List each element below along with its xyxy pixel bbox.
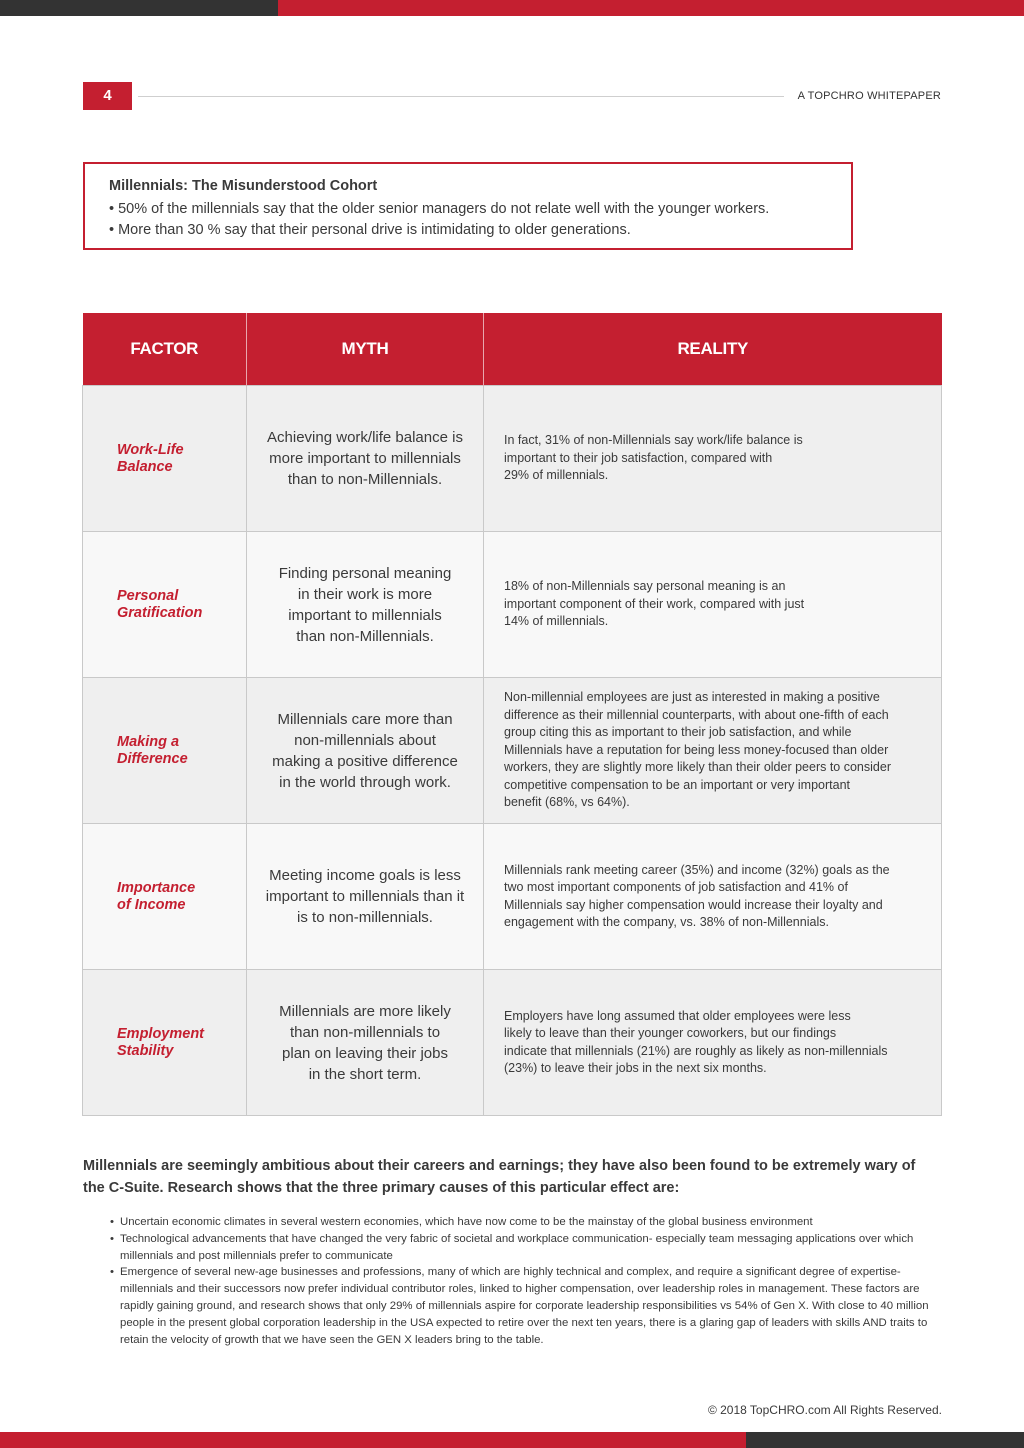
top-bar-dark-segment — [0, 0, 278, 16]
reality-cell-text: 18% of non-Millennials say personal meaning is an important component of their work, compared with just 14% of millennials. — [504, 579, 805, 629]
factor-cell-text: Importance of Income — [117, 879, 196, 913]
table-row — [83, 824, 942, 970]
factor-cell-text: Work-Life Balance — [117, 441, 184, 475]
top-bar-red-segment — [278, 0, 1024, 16]
reality-cell — [484, 678, 942, 824]
reality-cell-text: In fact, 31% of non-Millennials say work/life balance is important to their job satisfaction, compared with 29% of millennials. — [504, 433, 803, 483]
myth-cell-text: Millennials are more likely than non-millennials to plan on leaving their jobs in the short term. — [279, 1002, 451, 1083]
reality-cell — [484, 824, 942, 970]
myth-cell-text: Meeting income goals is less important to millennials than it is to non-millennials. — [265, 867, 465, 926]
reality-cell-text: Millennials rank meeting career (35%) and income (32%) goals as the two most important components of job satisfaction and 41% of Millennials say higher compensation would increase their loyalty and engagement with the company, vs. 38% of non-Millennials. — [504, 862, 890, 929]
factor-cell — [83, 532, 247, 678]
list-item: • Uncertain economic climates in several western economies, which have now come to be the mainstay of the global business environment — [110, 1214, 944, 1231]
reality-cell-text: Employers have long assumed that older employees were less likely to leave than their younger coworkers, but our findings indicate that millennials (21%) are roughly as likely as non-millennials (23%) to leave their jobs in the next six months. — [504, 1008, 888, 1075]
header-divider — [138, 96, 784, 97]
table-row — [83, 678, 942, 824]
copyright-notice: © 2018 TopCHRO.com All Rights Reserved. — [707, 1403, 942, 1417]
table-header-row — [83, 313, 942, 386]
reality-cell — [484, 532, 942, 678]
summary-paragraph: Millennials are seemingly ambitious about their careers and earnings; they have also been found to be extremely wary of the C-Suite. Research shows that the three primary causes of this particular effect are: — [83, 1158, 916, 1196]
factor-cell — [83, 386, 247, 532]
callout-title: Millennials: The Misunderstood Cohort — [109, 178, 378, 194]
factor-cell-text: Employment Stability — [117, 1025, 205, 1059]
myth-cell — [247, 970, 484, 1116]
myth-cell-text: Achieving work/life balance is more important to millennials than to non-Millennials. — [267, 429, 463, 488]
page-number-badge: 4 — [83, 82, 132, 110]
factor-cell — [83, 970, 247, 1116]
bottom-bar-dark-segment — [746, 1432, 1024, 1448]
reality-cell — [484, 386, 942, 532]
factor-cell-text: Personal Gratification — [117, 587, 203, 621]
myth-cell — [247, 824, 484, 970]
callout-item: • 50% of the millennials say that the older senior managers do not relate well with the younger workers. — [109, 201, 770, 217]
factor-cell — [83, 678, 247, 824]
column-header-reality: REALITY — [484, 313, 942, 386]
table-row — [83, 386, 942, 532]
callout-box — [83, 162, 853, 250]
column-header-myth: MYTH — [247, 313, 484, 386]
reality-cell — [484, 970, 942, 1116]
reality-cell-text: Non-millennial employees are just as interested in making a positive difference as their millennial counterparts, with about one-fifth of each group citing this as important to their job satisfaction, and while Millennials have a reputation for being less money-focused than older workers, they are slightly more likely than their older peers to consider competitive compensation to be an important or very important benefit (68%, vs 64%). — [504, 690, 891, 810]
factor-cell — [83, 824, 247, 970]
bottom-bar-red-segment — [0, 1432, 746, 1448]
myth-cell-text: Finding personal meaning in their work is more important to millennials than non-Millennials. — [278, 564, 452, 645]
myth-cell — [247, 386, 484, 532]
myth-cell — [247, 532, 484, 678]
factor-cell-text: Making a Difference — [117, 733, 188, 767]
list-item: • Emergence of several new-age businesses and professions, many of which are highly technical and complex, and require a significant degree of expertise-millennials and their successors now prefer individual contributor roles, linked to higher compensation, over leadership roles in management. These factors are rapidly gaining ground, and research shows that only 29% of millennials aspire for corporate leadership responsibilities vs 54% of Gen X. With close to 40 million people in the present global corporation leadership in the USA expected to retire over the next ten years, there is a glaring gap of leaders with skills AND traits to retain the velocity of growth that we have seen the GEN X leaders bring to the table. — [110, 1264, 944, 1348]
myth-cell-text: Millennials care more than non-millennials about making a positive difference in the world through work. — [272, 710, 458, 791]
list-item: • Technological advancements that have changed the very fabric of societal and workplace communication- especially team messaging applications over which millennials and post millennials prefer to communicate — [110, 1231, 944, 1265]
table-row — [83, 970, 942, 1116]
causes-list — [110, 1214, 944, 1348]
callout-item: • More than 30 % say that their personal drive is intimidating to older generations. — [109, 222, 631, 238]
whitepaper-label: A TOPCHRO WHITEPAPER — [797, 90, 941, 102]
column-header-factor: FACTOR — [83, 313, 247, 386]
factor-myth-reality-table — [82, 313, 942, 1116]
table-row — [83, 532, 942, 678]
myth-cell — [247, 678, 484, 824]
